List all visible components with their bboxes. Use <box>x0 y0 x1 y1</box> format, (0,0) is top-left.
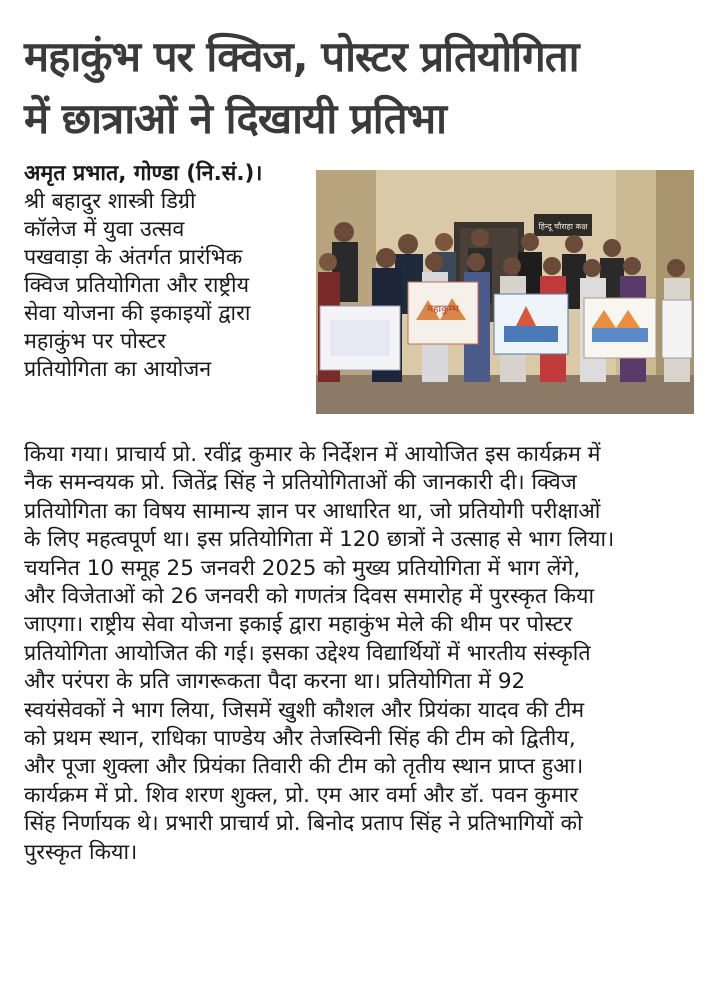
article-body <box>24 441 704 867</box>
body-line: पुरस्कृत किया। <box>24 839 138 865</box>
poster-title-text: महाकुम्भ <box>427 304 459 315</box>
column-line: सेवा योजना की इकाइयों द्वारा <box>24 301 251 326</box>
body-line: को प्रथम स्थान, राधिका पाण्डेय और तेजस्विनी सिंह की टीम को द्वितीय, <box>24 726 576 752</box>
column-line: श्री बहादुर शास्त्री डिग्री <box>24 189 196 214</box>
column-line: महाकुंभ पर पोस्टर <box>24 329 166 354</box>
article-intro-column <box>24 160 304 384</box>
body-line: के लिए महत्वपूर्ण था। इस प्रतियोगिता में 120 छात्रों ने उत्साह से भाग लिया। <box>24 527 615 553</box>
dateline: अमृत प्रभात, गोण्डा (नि.सं.)। <box>24 161 263 186</box>
body-line: स्वयंसेवकों ने भाग लिया, जिसमें खुशी कौशल और प्रियंका यादव की टीम <box>24 697 585 723</box>
body-line: प्रतियोगिता आयोजित की गई। इसका उद्देश्य विद्यार्थियों में भारतीय संस्कृति <box>24 640 591 666</box>
column-line: क्विज प्रतियोगिता और राष्ट्रीय <box>24 273 250 298</box>
body-line: और परंपरा के प्रति जागरूकता पैदा करना था। प्रतियोगिता में 92 <box>24 669 526 695</box>
event-photo <box>316 170 694 414</box>
body-line: और पूजा शुक्ला और प्रियंका तिवारी की टीम को तृतीय स्थान प्राप्त हुआ। <box>24 754 584 780</box>
headline-line-1: महाकुंभ पर क्विज, पोस्टर प्रतियोगिता <box>24 32 579 81</box>
body-line: चयनित 10 समूह 25 जनवरी 2025 को मुख्य प्रतियोगिता में भाग लेंगे, <box>24 555 581 581</box>
headline-line-2: में छात्राओं ने दिखायी प्रतिभा <box>24 94 446 143</box>
column-line: प्रतियोगिता का आयोजन <box>24 357 212 382</box>
body-line: सिंह निर्णायक थे। प्रभारी प्राचार्य प्रो. बिनोद प्रताप सिंह ने प्रतिभागियों को <box>24 811 583 837</box>
column-line: पखवाड़ा के अंतर्गत प्रारंभिक <box>24 245 243 270</box>
body-line: जाएगा। राष्ट्रीय सेवा योजना इकाई द्वारा महाकुंभ मेले की थीम पर पोस्टर <box>24 612 573 638</box>
body-line: किया गया। प्राचार्य प्रो. रवींद्र कुमार के निर्देशन में आयोजित इस कार्यक्रम में <box>24 442 601 467</box>
body-line: कार्यक्रम में प्रो. शिव शरण शुक्ल, प्रो. एम आर वर्मा और डॉ. पवन कुमार <box>24 782 579 808</box>
door-sign-text: हिन्दू चौराहा कक्ष <box>538 222 588 231</box>
body-line: और विजेताओं को 26 जनवरी को गणतंत्र दिवस समारोह में पुरस्कृत किया <box>24 584 595 610</box>
body-line: नैक समन्वयक प्रो. जितेंद्र सिंह ने प्रतियोगिताओं की जानकारी दी। क्विज <box>24 470 577 496</box>
headline <box>24 26 704 150</box>
body-line: प्रतियोगिता का विषय सामान्य ज्ञान पर आधारित था, जो प्रतियोगी परीक्षाओं <box>24 498 601 524</box>
column-line: कॉलेज में युवा उत्सव <box>24 217 185 242</box>
